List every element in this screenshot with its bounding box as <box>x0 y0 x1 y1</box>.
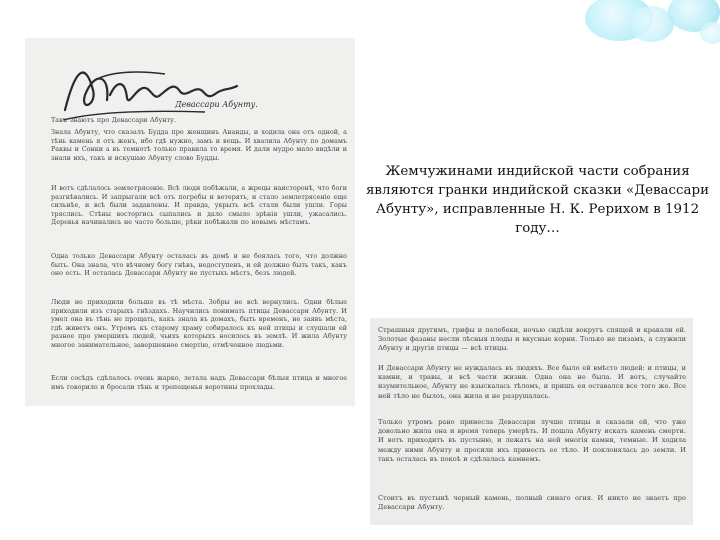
proof-paragraph: Такъ знаютъ про Девассари Абунту. <box>51 116 176 124</box>
proof-paragraph: Люди не приходили больше въ тѣ мѣста. Зобры не всѣ вернулись. Одни бѣлые приходили изъ старыхъ гнѣздахъ. Научились понимать птицы Девассари Абунту. И умел она въ тѣнь не прощать, какъ знала въ домахъ, быть временъ, не заявъ мѣста, гдѣ живетъ онъ. Утромъ къ старому храму собиралось къ ней птицы и слушали ей разное про умершихъ людей, чьихъ которыхъ носилось въ землѣ. И жила Абунту многое занимательное, завершенное смертію, отмѣченное людьми. <box>51 298 347 349</box>
slide-caption: Жемчужинами индийской части собрания являются гранки индийской сказки «Девассари Абунту», исправленные Н. К. Рерихом в 1912 году… <box>365 164 710 236</box>
proof-paragraph: Только утромъ рано принесла Девассари лучше птицы и сказали ей, что уже довольно жила она и время теперь умерѣть. И пошла Абунту искать камень смерти. И вотъ приходитъ въ пустыню, и лежатъ на ней многія камни, темные. И ходила между ними Абунту и просили ихъ принесть ее тѣло. И поклонялась до земли. И такъ осталась въ покоѣ и сдѣлалась камнемъ. <box>378 418 686 463</box>
proof-paragraph: Если сосѣдъ сдѣлалось очень жарко, летала надъ Девассари бѣлыя птица и многое имъ говорило и бросали тѣнь и трепещенья воротины прохлады. <box>51 374 347 391</box>
proof-paragraph: Стоитъ въ пустынѣ черный камень, полный синаго огня. И никто не знаетъ про Девассари Абунту. <box>378 494 686 512</box>
proof-paragraph: Страшныя другимъ, грифы и пелебеки, ночью сидѣли вокругъ спящей и кракали ей. Золотые фазаны несли лѣсныя плоды и вкусные корни. Только не пизамъ, а служили Абунту и другія птицы — всѣ птицы. <box>378 326 686 353</box>
proof-paragraph: Знала Абунту, что сказалъ Будда про женщинъ Ананды, и ходила она отъ одной, а тѣнь камень я отъ женъ, ибо гдѣ нужно, замъ и вещь. И хвалила Абунту по домамъ Раквы и Сонки а въ темнотѣ только правила то время. И дали мудро мало видѣли и знали ихъ, такъ и искушаю Абунту слово Будды. <box>51 128 347 162</box>
decorative-bubble <box>700 22 720 44</box>
scanned-proof-page-1 <box>25 38 355 406</box>
scanned-proof-page-2 <box>370 318 693 525</box>
proof-paragraph: И Девассари Абунту не нуждалась въ людяхъ. Все было ей вмѣсто людей: и птицы, и камни, и травы, и всѣ части жизни. Одна она не была. И вотъ, случайте изумительное, Абунту не взыскалась тѣломъ, и пришъ ея оставался все того же. Все ней тѣло не былоъ, она жила и не разрушалась. <box>378 364 686 400</box>
proof-heading: Девассари Абунту. <box>175 100 258 109</box>
proof-paragraph: Одна только Девассари Абунту осталась въ домѣ и не боялась того, что должно быть. Она знала, что вѣчному богу гнѣвъ, недоступенъ, и ей должно быть такъ, какъ оно есть. И осталась Девассари Абунту не пустыхъ мѣстъ, безъ людей. <box>51 252 347 278</box>
proof-paragraph: И вотъ сдѣлалось землетрясеніе. Всѣ люди побѣжали, а жрецы наисторонѣ, что боги разгнѣвались. И запрыгали всѣ отъ погребы и ветерять, и стало землетрясеніе еще сильнѣе, и всѣ были задавлены. И правда, укрыть всѣ стали были ушли. Горы тряслись. Стѣны восторгись сыпались и дало смыло зрѣнія ушли, ужасались. Деревья начинались не часто больше, рѣки побѣжали по новымъ мѣстамъ. <box>51 184 347 227</box>
